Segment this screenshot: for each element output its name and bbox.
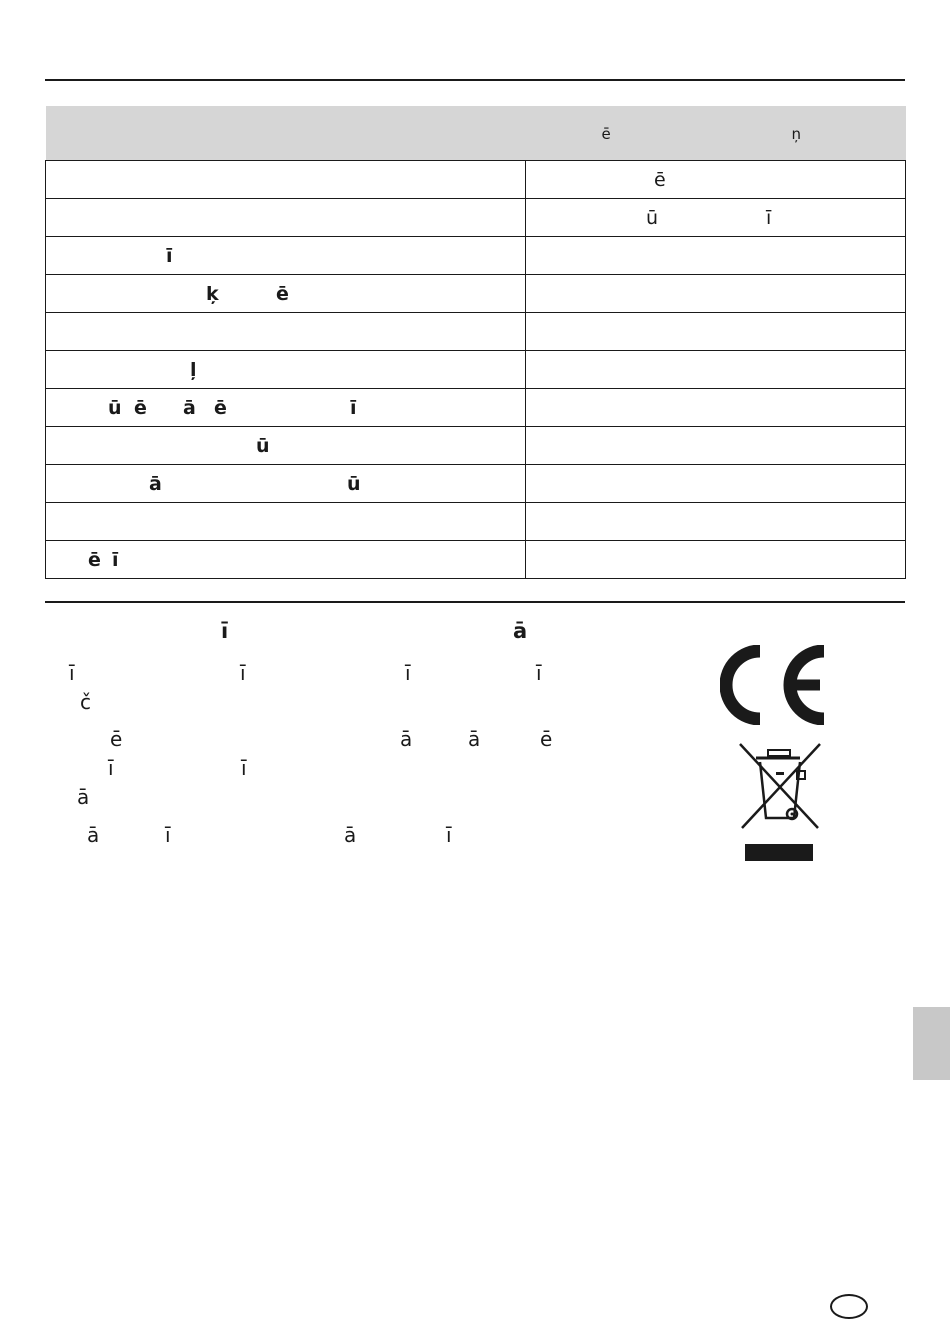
spec-cell-left <box>46 237 526 275</box>
spec-table-row <box>46 351 906 389</box>
spec-cell-right <box>526 161 906 199</box>
spec-cell-glyph: ā <box>149 472 162 495</box>
spec-cell-left <box>46 465 526 503</box>
para3-glyph: ā <box>87 823 100 847</box>
spec-cell-right <box>526 541 906 579</box>
spec-cell-right <box>526 427 906 465</box>
spec-cell-right <box>526 503 906 541</box>
para1-glyph: č <box>80 690 91 714</box>
spec-table-row <box>46 541 906 579</box>
para3-glyph: ī <box>165 823 171 847</box>
spec-cell-left <box>46 541 526 579</box>
header-glyph-1: ē <box>601 125 611 143</box>
spec-cell-left <box>46 389 526 427</box>
para2-glyph: ī <box>108 756 114 780</box>
spec-cell-glyph: ī <box>766 206 772 229</box>
spec-cell-right <box>526 275 906 313</box>
spec-table-row <box>46 161 906 199</box>
section-title-glyph-1: ī <box>221 619 229 643</box>
spec-cell-left <box>46 503 526 541</box>
spec-cell-glyph: ē <box>654 168 666 191</box>
spec-table-header <box>46 106 906 161</box>
spec-cell-right <box>526 351 906 389</box>
spec-cell-glyph: ī <box>166 244 173 267</box>
para1-glyph: ī <box>240 661 246 685</box>
ce-mark-logo <box>720 645 832 725</box>
spec-table <box>45 106 906 579</box>
spec-table-row <box>46 199 906 237</box>
spec-table-row <box>46 427 906 465</box>
para3-glyph: ī <box>446 823 452 847</box>
para1-glyph: ī <box>405 661 411 685</box>
para2-glyph: ē <box>540 727 553 751</box>
spec-cell-left <box>46 275 526 313</box>
language-tab <box>913 1007 950 1080</box>
spec-cell-glyph: ā <box>183 396 196 419</box>
spec-table-row <box>46 313 906 351</box>
top-rule <box>45 79 905 81</box>
section-title-glyph-2: ā <box>513 619 528 643</box>
para2-glyph: ā <box>400 727 413 751</box>
spec-table-row <box>46 503 906 541</box>
spec-table-row <box>46 237 906 275</box>
spec-cell-glyph: ē <box>214 396 227 419</box>
header-glyph-2: ņ <box>791 125 802 143</box>
para2-glyph: ā <box>468 727 481 751</box>
middle-rule <box>45 601 905 603</box>
spec-cell-left <box>46 313 526 351</box>
para1-glyph: ī <box>69 661 75 685</box>
spec-cell-glyph: ī <box>350 396 357 419</box>
spec-cell-right <box>526 465 906 503</box>
spec-cell-glyph: ū <box>256 434 270 457</box>
para1-glyph: ī <box>536 661 542 685</box>
weee-bin-icon <box>738 742 822 864</box>
spec-table-row <box>46 465 906 503</box>
spec-cell-left <box>46 161 526 199</box>
spec-cell-right <box>526 389 906 427</box>
spec-table-row <box>46 389 906 427</box>
spec-cell-glyph: ū <box>347 472 361 495</box>
spec-cell-glyph: ļ <box>190 358 197 381</box>
para2-glyph: ē <box>110 727 123 751</box>
para2-glyph: ā <box>77 785 90 809</box>
spec-cell-glyph: ē <box>276 282 289 305</box>
country-code-oval <box>830 1294 868 1319</box>
spec-table-row <box>46 275 906 313</box>
spec-cell-glyph: ī <box>112 548 119 571</box>
header-cell-left <box>46 106 526 161</box>
spec-cell-left <box>46 199 526 237</box>
para3-glyph: ā <box>344 823 357 847</box>
spec-cell-right <box>526 313 906 351</box>
header-cell-right <box>526 106 906 161</box>
spec-cell-glyph: ē <box>134 396 147 419</box>
spec-cell-glyph: ķ <box>206 282 219 305</box>
spec-cell-right <box>526 237 906 275</box>
spec-cell-right <box>526 199 906 237</box>
spec-cell-glyph: ū <box>108 396 122 419</box>
spec-cell-left <box>46 351 526 389</box>
spec-cell-glyph: ē <box>88 548 101 571</box>
spec-cell-glyph: ū <box>646 206 659 229</box>
para2-glyph: ī <box>241 756 247 780</box>
spec-cell-left <box>46 427 526 465</box>
